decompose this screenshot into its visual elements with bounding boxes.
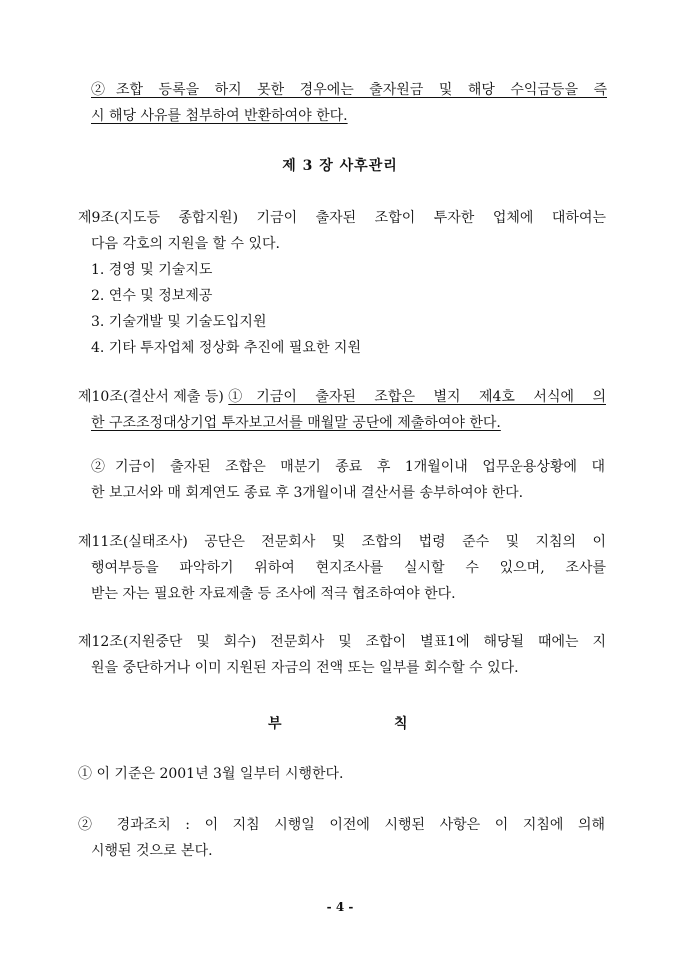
article-10-line-1 <box>78 387 606 407</box>
article-10-para-2-line-2: 한 보고서와 매 회계연도 종료 후 3개월이내 결산서를 송부하여야 한다. <box>91 485 524 501</box>
supplement-title-left: 부 <box>268 716 282 732</box>
article-9-item-2: 2. 연수 및 정보제공 <box>91 288 213 304</box>
article-9-line-1: 제9조(지도등 종합지원) 기금이 출자된 조합이 투자한 업체에 대하여는 <box>78 210 606 226</box>
prev-para-line-2: 시 해당 사유를 첨부하여 반환하여야 한다. <box>91 108 348 124</box>
article-9-item-4: 4. 기타 투자업체 정상화 추진에 필요한 지원 <box>91 340 361 356</box>
supplement-title-right: 칙 <box>394 716 408 732</box>
prev-para-line-1: ②조합 등록을 하지 못한 경우에는 출자원금 및 해당 수익금등을 즉 <box>91 82 607 98</box>
article-12-line-2: 원을 중단하거나 이미 지원된 자금의 전액 또는 일부를 회수할 수 있다. <box>91 660 519 676</box>
article-12-line-1: 제12조(지원중단 및 회수) 전문회사 및 조합이 별표1에 해당될 때에는 지 <box>78 634 606 650</box>
article-9-line-2: 다음 각호의 지원을 할 수 있다. <box>91 236 280 252</box>
article-10-line-2: 한 구조조정대상기업 투자보고서를 매월말 공단에 제출하여야 한다. <box>91 415 501 431</box>
article-10-title: 제10조(결산서 제출 등) <box>78 389 229 405</box>
article-11-line-2: 행여부등을 파악하기 위하여 현지조사를 실시할 수 있으며, 조사를 <box>91 560 606 576</box>
chapter-title: 제 3 장 사후관리 <box>282 158 398 174</box>
supplement-item-2-line-1: ② 경과조치 : 이 지침 시행일 이전에 시행된 사항은 이 지침에 의해 <box>78 817 605 833</box>
article-10-para-1-start: ①기금이 출자된 조합은 별지 제4호 서식에 의 <box>228 389 606 405</box>
supplement-item-1: ① 이 기준은 2001년 3월 일부터 시행한다. <box>78 766 344 782</box>
article-11-line-1: 제11조(실태조사) 공단은 전문회사 및 조합의 법령 준수 및 지침의 이 <box>78 534 606 550</box>
article-9-item-3: 3. 기술개발 및 기술도입지원 <box>91 314 267 330</box>
article-11-line-3: 받는 자는 필요한 자료제출 등 조사에 적극 협조하여야 한다. <box>91 586 456 602</box>
article-10-para-2-line-1: ②기금이 출자된 조합은 매분기 종료 후 1개월이내 업무운용상황에 대 <box>91 459 605 475</box>
article-9-item-1: 1. 경영 및 기술지도 <box>91 262 213 278</box>
page-number: - 4 - <box>326 900 354 914</box>
supplement-item-2-line-2: 시행된 것으로 본다. <box>91 843 213 859</box>
